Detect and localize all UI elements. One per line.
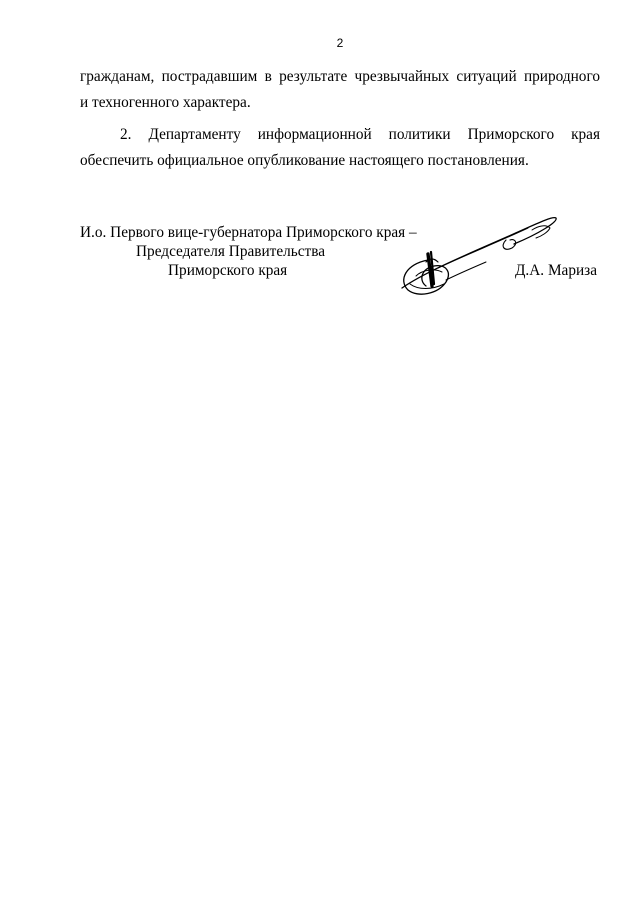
- signatory-name: Д.А. Мариза: [515, 262, 598, 279]
- signatory-title-line-2: Председателя Правительства: [136, 243, 326, 260]
- paragraph-2-line-2: обеспечить официальное опубликование настоящего постановления.: [80, 152, 529, 169]
- handwritten-signature-icon: [388, 210, 568, 300]
- paragraph-1-line-2: и техногенного характера.: [80, 94, 251, 111]
- signatory-title-line-3: Приморского края: [168, 262, 288, 279]
- page-number: 2: [336, 36, 344, 50]
- body-text: [80, 64, 600, 174]
- paragraph-2-line-1: 2. Департаменту информационной политики Приморского края: [120, 126, 600, 143]
- signatory-title-line-1: И.о. Первого вице-губернатора Приморского края –: [80, 224, 417, 241]
- paragraph-1-line-1: гражданам, пострадавшим в результате чрезвычайных ситуаций природного: [80, 68, 600, 85]
